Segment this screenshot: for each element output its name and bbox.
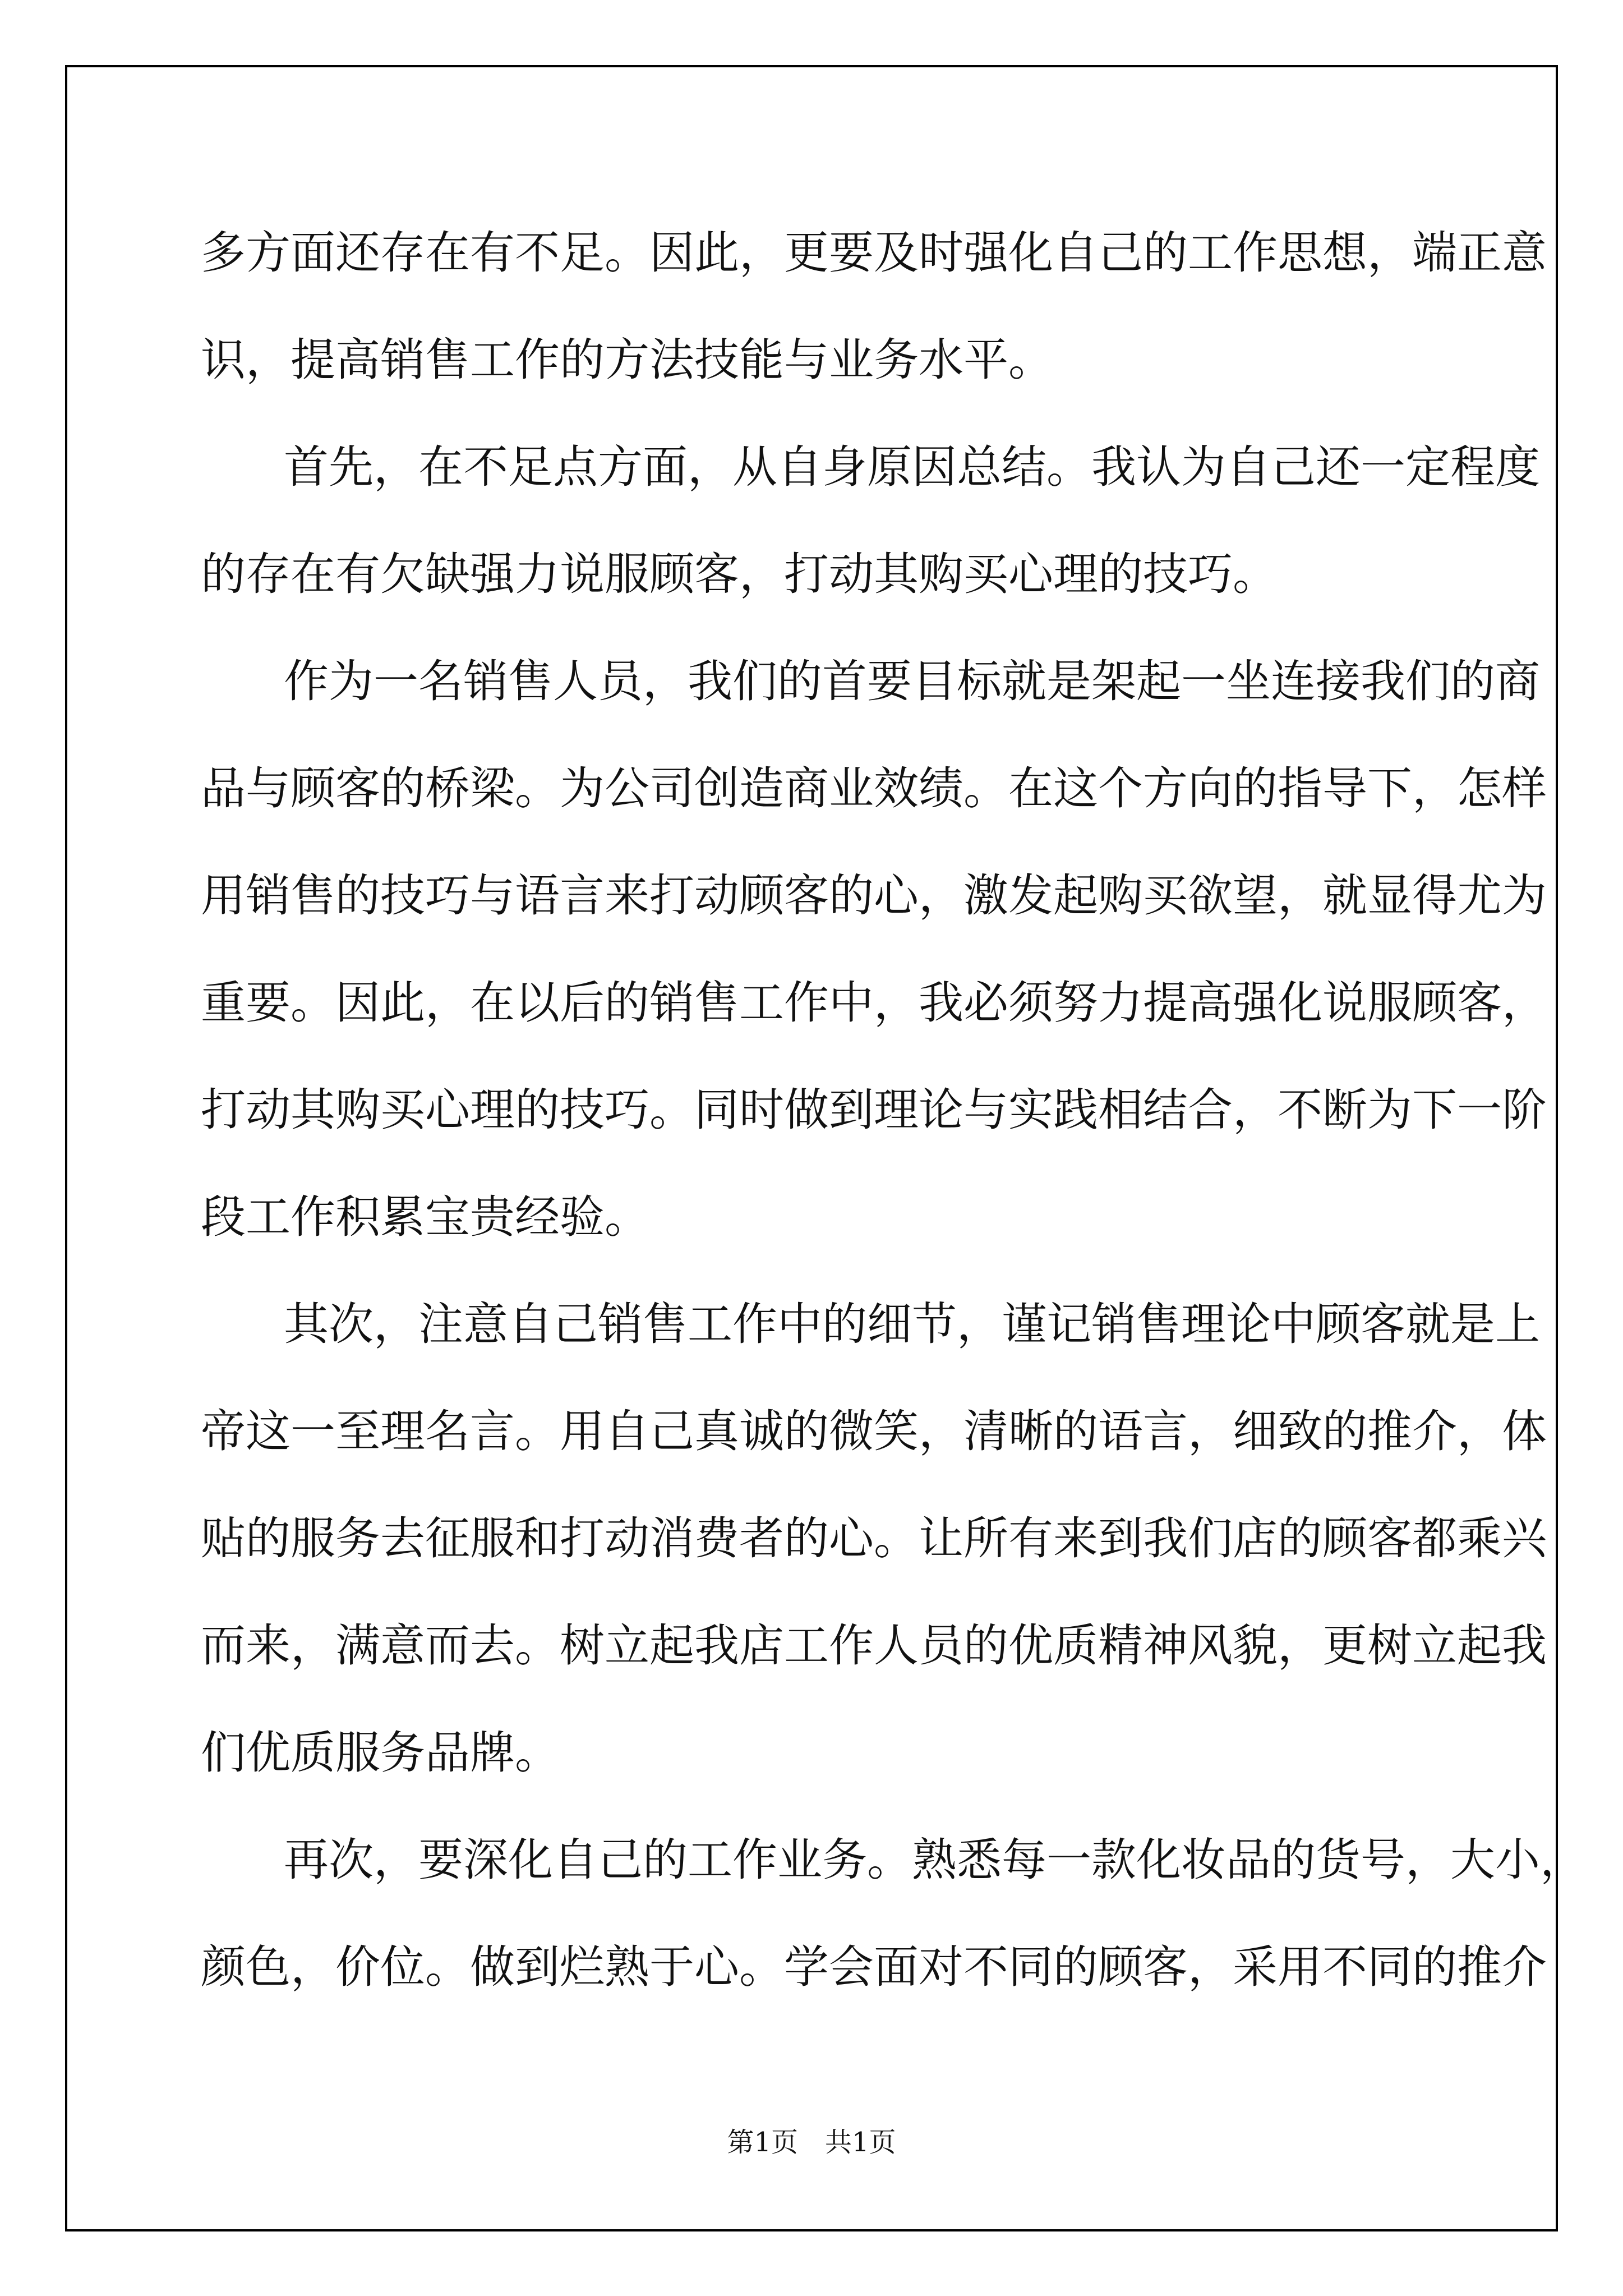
text-line: 作为一名销售人员，我们的首要目标就是架起一坐连接我们的商 [284, 655, 1540, 707]
text-line: 而来，满意而去。树立起我店工作人员的优质精神风貌，更树立起我 [201, 1619, 1547, 1672]
page-footer [0, 2120, 1623, 2159]
text-line: 再次，要深化自己的工作业务。熟悉每一款化妆品的货号，大小， [284, 1834, 1585, 1886]
text-line: 颜色，价位。做到烂熟于心。学会面对不同的顾客，采用不同的推介 [201, 1941, 1547, 1993]
text-line: 用销售的技巧与语言来打动顾客的心，激发起购买欲望，就显得尤为 [201, 869, 1547, 922]
text-line: 多方面还存在有不足。因此，更要及时强化自己的工作思想，端正意 [201, 227, 1547, 279]
text-line: 其次，注意自己销售工作中的细节，谨记销售理论中顾客就是上 [284, 1298, 1540, 1350]
text-line: 们优质服务品牌。 [201, 1727, 560, 1779]
text-line: 首先，在不足点方面，从自身原因总结。我认为自己还一定程度 [284, 441, 1540, 493]
page-number: 第1页 [727, 2127, 798, 2158]
text-line: 品与顾客的桥梁。为公司创造商业效绩。在这个方向的指导下，怎样 [201, 762, 1547, 815]
text-line: 打动其购买心理的技巧。同时做到理论与实践相结合，不断为下一阶 [201, 1084, 1547, 1136]
text-line: 重要。因此，在以后的销售工作中，我必须努力提高强化说服顾客， [201, 977, 1547, 1029]
text-line: 识，提高销售工作的方法技能与业务水平。 [201, 334, 1053, 386]
text-line: 贴的服务去征服和打动消费者的心。让所有来到我们店的顾客都乘兴 [201, 1512, 1547, 1565]
text-line: 帝这一至理名言。用自己真诚的微笑，清晰的语言，细致的推介，体 [201, 1405, 1547, 1457]
text-line: 的存在有欠缺强力说服顾客，打动其购买心理的技巧。 [201, 548, 1278, 600]
page-total: 共1页 [825, 2127, 896, 2158]
text-line: 段工作积累宝贵经验。 [201, 1191, 649, 1243]
document-body [201, 199, 1585, 2021]
